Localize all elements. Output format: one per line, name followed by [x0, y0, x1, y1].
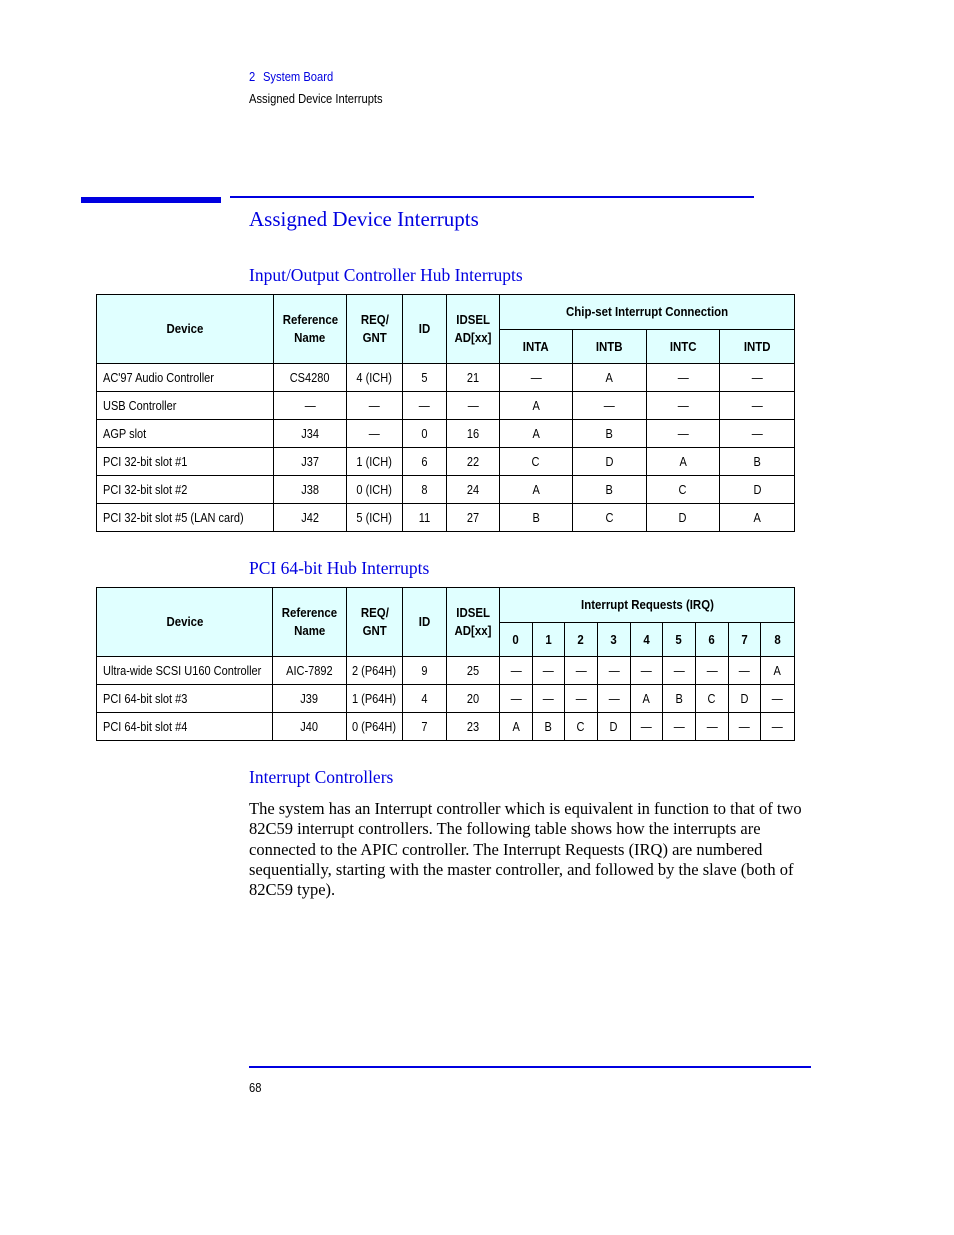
table-cell: 4 (ICH): [347, 364, 403, 392]
device-cell: PCI 32-bit slot #1: [97, 448, 274, 476]
table-cell: —: [663, 657, 696, 685]
table-cell: 8: [403, 476, 447, 504]
table-cell: 1 (ICH): [347, 448, 403, 476]
table-cell: —: [696, 657, 729, 685]
interrupt-controllers-heading: Interrupt Controllers: [249, 767, 394, 787]
table-cell: D: [729, 685, 761, 713]
table-cell: —: [500, 364, 573, 392]
table-cell: J39: [273, 685, 347, 713]
table-row: [97, 685, 795, 713]
table-cell: 0 (P64H): [347, 713, 403, 741]
table-cell: A: [647, 448, 720, 476]
running-header-section: Assigned Device Interrupts: [249, 91, 383, 106]
body-paragraph: [249, 799, 809, 900]
col-sub: 4: [631, 623, 663, 657]
table-cell: —: [631, 713, 663, 741]
table-cell: —: [533, 685, 565, 713]
table-cell: D: [647, 504, 720, 532]
table-cell: B: [573, 420, 647, 448]
table-cell: 9: [403, 657, 447, 685]
table-cell: 1 (P64H): [347, 685, 403, 713]
table-cell: —: [500, 657, 533, 685]
heading-rule-thick: [81, 197, 221, 203]
table-row: [97, 448, 795, 476]
table-cell: —: [347, 392, 403, 420]
device-cell: AC'97 Audio Controller: [97, 364, 274, 392]
table-cell: 23: [447, 713, 500, 741]
table-cell: —: [573, 392, 647, 420]
table-cell: —: [447, 392, 500, 420]
table-cell: 21: [447, 364, 500, 392]
col-sub: INTA: [500, 330, 573, 364]
table-cell: 0 (ICH): [347, 476, 403, 504]
col-group-chipset-interrupt: Chip-set Interrupt Connection: [500, 295, 795, 330]
table-cell: C: [647, 476, 720, 504]
device-cell: USB Controller: [97, 392, 274, 420]
table-cell: —: [533, 657, 565, 685]
table-cell: 0: [403, 420, 447, 448]
table-row: [97, 392, 795, 420]
device-cell: Ultra-wide SCSI U160 Controller: [97, 657, 273, 685]
table-cell: —: [565, 657, 598, 685]
table-cell: —: [761, 685, 795, 713]
table-cell: C: [696, 685, 729, 713]
table-cell: B: [500, 504, 573, 532]
table-row: [97, 420, 795, 448]
device-cell: PCI 64-bit slot #4: [97, 713, 273, 741]
table-cell: D: [573, 448, 647, 476]
table-cell: A: [573, 364, 647, 392]
pci64-hub-heading: PCI 64-bit Hub Interrupts: [249, 558, 430, 578]
table-row: [97, 657, 795, 685]
table-cell: J40: [273, 713, 347, 741]
col-sub: INTC: [647, 330, 720, 364]
table-cell: —: [647, 420, 720, 448]
table-cell: CS4280: [274, 364, 347, 392]
table-cell: C: [500, 448, 573, 476]
table-cell: A: [500, 713, 533, 741]
running-header-chapter: [249, 69, 333, 84]
table-cell: 24: [447, 476, 500, 504]
col-sub: 7: [729, 623, 761, 657]
device-cell: PCI 32-bit slot #2: [97, 476, 274, 504]
col-sub: INTB: [573, 330, 647, 364]
col-reference-name: Reference Name: [274, 295, 347, 364]
table-cell: 27: [447, 504, 500, 532]
table-cell: —: [647, 392, 720, 420]
table-cell: 25: [447, 657, 500, 685]
table-cell: B: [573, 476, 647, 504]
col-sub: 6: [696, 623, 729, 657]
table-cell: —: [647, 364, 720, 392]
col-reference-name: Reference Name: [273, 588, 347, 657]
table-cell: 4: [403, 685, 447, 713]
col-sub: 2: [565, 623, 598, 657]
table-cell: D: [720, 476, 795, 504]
table-cell: B: [720, 448, 795, 476]
table-cell: B: [663, 685, 696, 713]
table-cell: C: [573, 504, 647, 532]
col-sub: 0: [500, 623, 533, 657]
table-row: [97, 364, 795, 392]
table-cell: J38: [274, 476, 347, 504]
col-idsel: IDSEL AD[xx]: [447, 588, 500, 657]
table-cell: —: [720, 392, 795, 420]
col-idsel: IDSEL AD[xx]: [447, 295, 500, 364]
table-cell: —: [720, 364, 795, 392]
page-title: Assigned Device Interrupts: [249, 207, 479, 231]
table-cell: A: [631, 685, 663, 713]
table-cell: J37: [274, 448, 347, 476]
col-sub: 3: [598, 623, 631, 657]
table-cell: D: [598, 713, 631, 741]
table-cell: —: [696, 713, 729, 741]
table-cell: 20: [447, 685, 500, 713]
interrupt-controllers-text: The system has an Interrupt controller which is equivalent in function to that of two 82C59 interrupt controllers. The following table shows how the interrupts are connected to the APIC controller. The Interrupt Requests (IRQ) are numbered sequentially, starting with the master controller, and followed by the slave (both of 82C59 type).: [249, 799, 802, 900]
table-cell: 5 (ICH): [347, 504, 403, 532]
table-cell: B: [533, 713, 565, 741]
table-cell: —: [500, 685, 533, 713]
device-cell: PCI 64-bit slot #3: [97, 685, 273, 713]
heading-rule-thin: [230, 196, 754, 198]
table-cell: 5: [403, 364, 447, 392]
table-cell: 6: [403, 448, 447, 476]
table-row: [97, 504, 795, 532]
device-cell: AGP slot: [97, 420, 274, 448]
col-id: ID: [403, 295, 447, 364]
table-row: [97, 476, 795, 504]
chapter-title: System Board: [262, 69, 334, 84]
table-cell: A: [720, 504, 795, 532]
col-sub: 8: [761, 623, 795, 657]
col-device: Device: [97, 295, 274, 364]
col-sub: 5: [663, 623, 696, 657]
table-cell: —: [720, 420, 795, 448]
io-hub-heading: Input/Output Controller Hub Interrupts: [249, 265, 523, 285]
table-cell: —: [761, 713, 795, 741]
table-cell: 11: [403, 504, 447, 532]
col-sub: INTD: [720, 330, 795, 364]
table-cell: —: [347, 420, 403, 448]
col-device: Device: [97, 588, 273, 657]
table-cell: J34: [274, 420, 347, 448]
chapter-number: 2: [249, 69, 256, 84]
table-cell: —: [565, 685, 598, 713]
table-cell: —: [274, 392, 347, 420]
pci64-hub-interrupts-table: [96, 587, 795, 741]
col-id: ID: [403, 588, 447, 657]
col-sub: 1: [533, 623, 565, 657]
footer-rule: [249, 1066, 811, 1068]
table-cell: A: [761, 657, 795, 685]
table-cell: AIC-7892: [273, 657, 347, 685]
table-cell: A: [500, 392, 573, 420]
col-req-gnt: REQ/ GNT: [347, 295, 403, 364]
table-cell: —: [631, 657, 663, 685]
table-cell: A: [500, 476, 573, 504]
table-cell: 2 (P64H): [347, 657, 403, 685]
table-cell: —: [403, 392, 447, 420]
table-cell: —: [663, 713, 696, 741]
table-cell: —: [598, 657, 631, 685]
io-hub-interrupts-table: [96, 294, 795, 532]
table-cell: 16: [447, 420, 500, 448]
table-cell: —: [729, 657, 761, 685]
table-cell: C: [565, 713, 598, 741]
table-row: [97, 713, 795, 741]
table-cell: A: [500, 420, 573, 448]
table-cell: 7: [403, 713, 447, 741]
table-cell: —: [598, 685, 631, 713]
page-number: 68: [249, 1080, 262, 1095]
device-cell: PCI 32-bit slot #5 (LAN card): [97, 504, 274, 532]
table-cell: 22: [447, 448, 500, 476]
table-cell: J42: [274, 504, 347, 532]
col-req-gnt: REQ/ GNT: [347, 588, 403, 657]
table-cell: —: [729, 713, 761, 741]
col-group-irq: Interrupt Requests (IRQ): [500, 588, 795, 623]
